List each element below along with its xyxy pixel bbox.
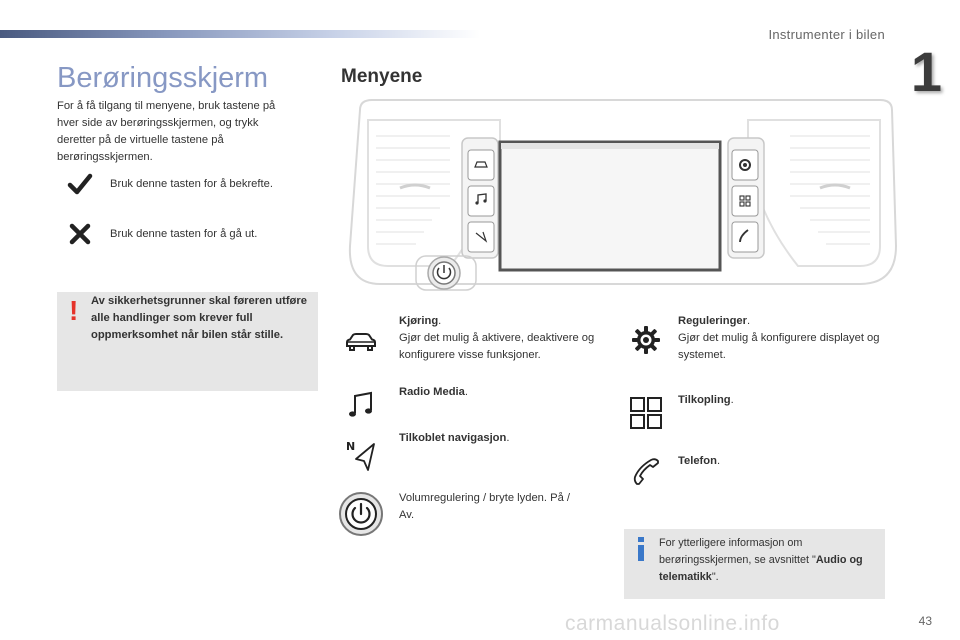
menu-radio: Radio Media. [341,384,468,422]
confirm-row [60,172,273,196]
music-note-icon [341,388,381,422]
exclamation-icon: ! [69,295,79,326]
menu-navigation: N Tilkoblet navigasjon. [341,430,509,476]
car-icon [341,325,381,359]
menu-settings: Reguleringer. Gjør det mulig å konfigurere displayet og systemet. [626,313,890,364]
exit-row [60,222,257,246]
grid-icon [626,392,666,434]
menu-phone-label: Telefon [678,455,717,467]
menu-radio-label: Radio Media [399,386,465,398]
menu-navigation-label: Tilkoblet navigasjon [399,432,507,444]
menu-connect: Tilkopling. [626,392,734,434]
info-box [624,529,885,599]
warning-box [57,292,318,391]
header-gradient-bar [0,30,480,38]
menu-driving: Kjøring. Gjør det mulig å aktivere, deaktivere og konfigurere visse funksjoner. [341,313,599,364]
page-title: Berøringsskjerm [57,62,269,94]
page-number: 43 [918,614,932,628]
menu-connect-label: Tilkopling [678,394,731,406]
svg-text:N: N [346,440,356,453]
menu-phone: Telefon. [626,453,720,489]
menu-settings-label: Reguleringer [678,315,748,327]
confirm-text: Bruk denne tasten for å bekrefte. [110,178,273,190]
section-header: Instrumenter i bilen [768,27,885,42]
info-text: For ytterligere informasjon om berøringsskjermen, se avsnittet "Audio og telematikk". [659,537,863,583]
power-icon [337,490,385,538]
gear-icon [626,323,666,357]
cross-icon [60,222,100,246]
menu-driving-label: Kjøring [399,315,439,327]
info-link[interactable]: Audio og telematikk [659,554,863,583]
info-icon [634,537,654,557]
chapter-number: 1 [910,40,942,103]
intro-paragraph: For å få tilgang til menyene, bruk tastene på hver side av berøringsskjermen, og trykk deretter på de virtuelle tastene på berøringsskjermen. [57,100,276,163]
menu-volume-desc: Volumregulering / bryte lyden. På / Av. [399,492,571,521]
navigation-icon [341,436,381,476]
menu-driving-desc: Gjør det mulig å aktivere, deaktivere og konfigurere visse funksjoner. [399,332,595,361]
menu-settings-desc: Gjør det mulig å konfigurere displayet og systemet. [678,332,880,361]
section-title: Menyene [341,66,423,87]
watermark: carmanualsonline.info [565,612,780,635]
warning-text: Av sikkerhetsgrunner skal føreren utføre alle handlinger som krever full oppmerksomhet når bilen står stille. [91,295,307,341]
phone-icon [626,453,666,489]
exit-text: Bruk denne tasten for å gå ut. [110,228,258,240]
menu-volume [341,490,579,538]
check-icon [60,172,100,196]
console-illustration [340,96,910,291]
